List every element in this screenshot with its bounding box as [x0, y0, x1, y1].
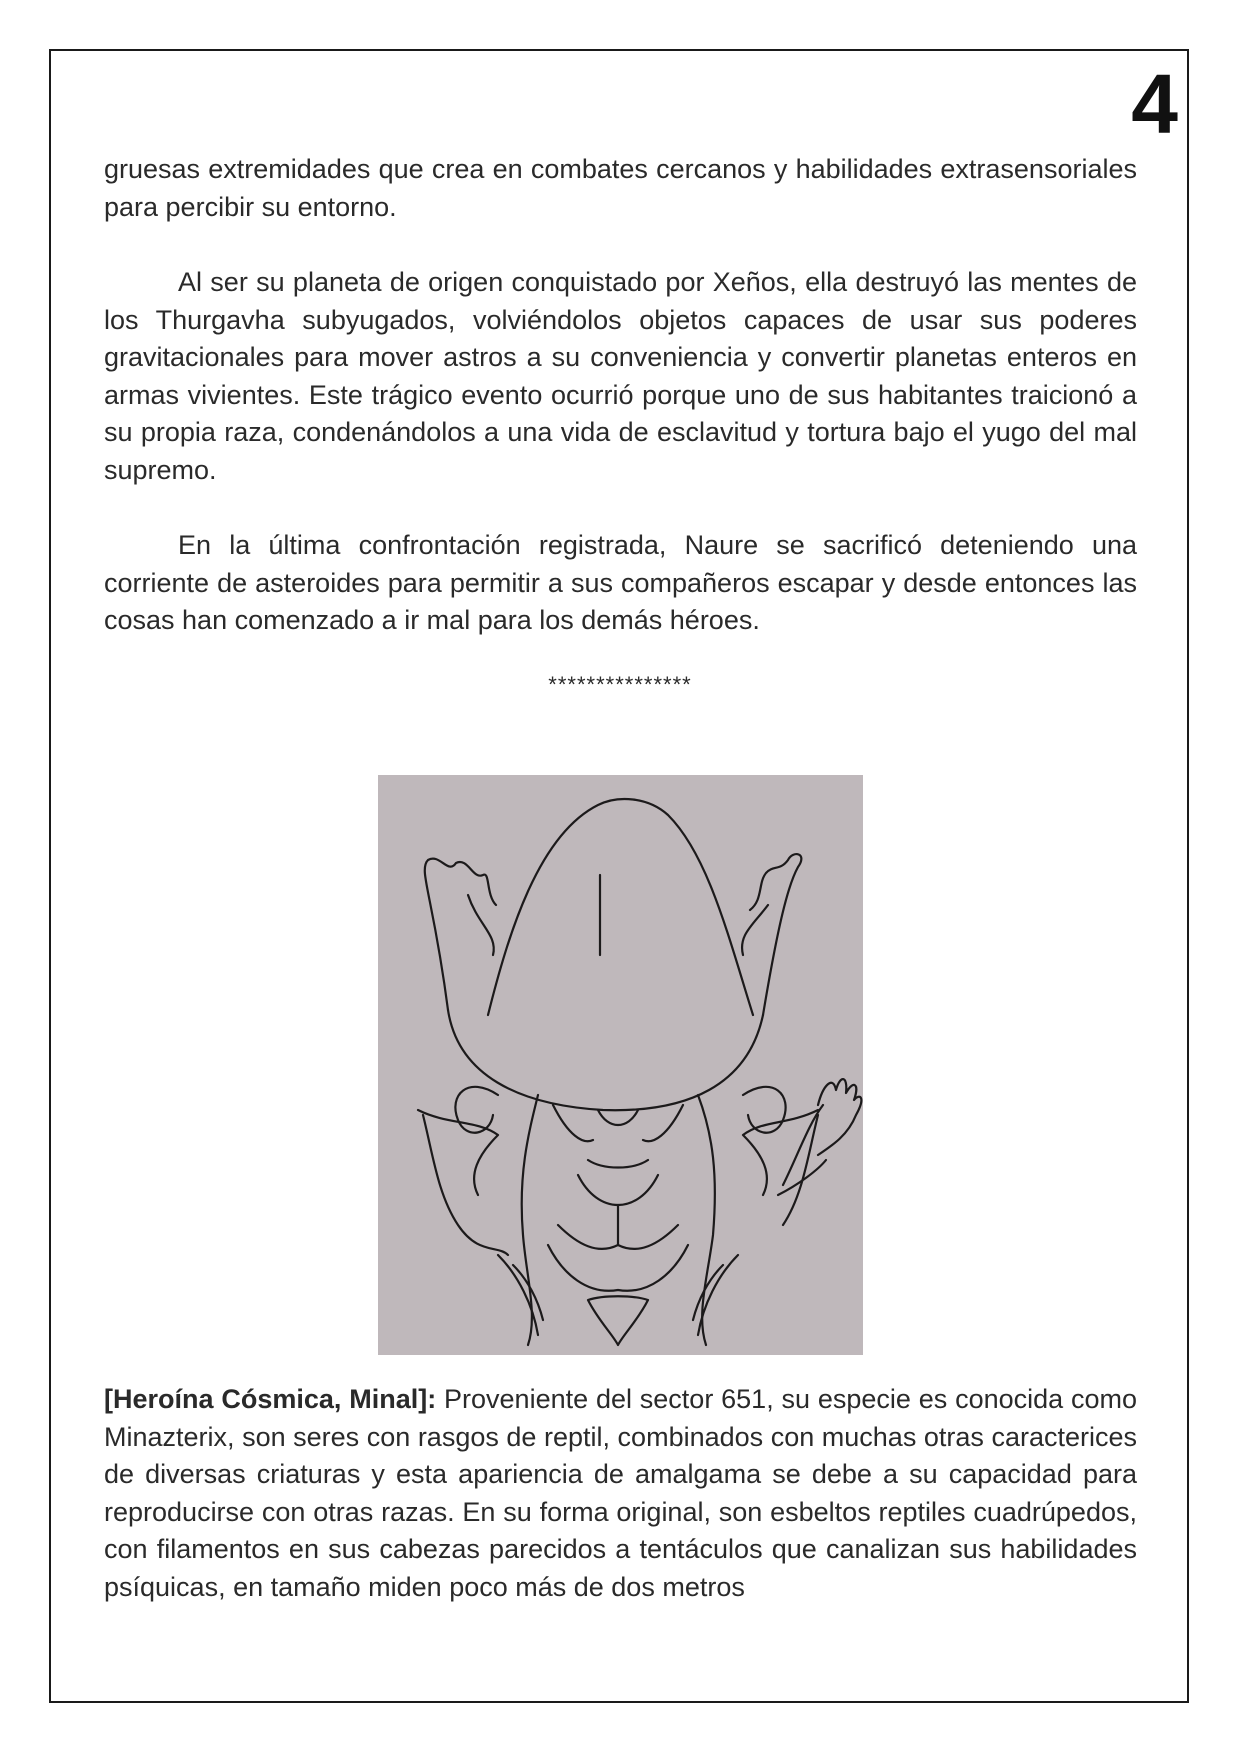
- paragraph-4: [104, 1381, 1137, 1606]
- character-heading: [Heroína Cósmica, Minal]:: [104, 1384, 437, 1414]
- page-number: 4: [1131, 57, 1178, 151]
- character-illustration: [378, 775, 863, 1355]
- paragraph-3: En la última confrontación registrada, Naure se sacrificó deteniendo una corriente de asteroides para permitir a sus compañeros escapar y desde entonces las cosas han comenzado a ir mal para los demás héroes.: [104, 530, 1137, 635]
- line-art-figure: [378, 775, 863, 1355]
- paragraph-2: Al ser su planeta de origen conquistado por Xeños, ella destruyó las mentes de los Thurgavha subyugados, volviéndolos objetos capaces de usar sus poderes gravitacionales para mover astros a su conveniencia y convertir planetas enteros en armas vivientes. Este trágico evento ocurrió porque uno de sus habitantes traicionó a su propia raza, condenándolos a una vida de esclavitud y tortura bajo el yugo del mal supremo.: [104, 267, 1137, 485]
- character-description: Proveniente del sector 651, su especie es conocida como Minazterix, son seres con rasgos de reptil, combinados con muchas otras caracterices de diversas criaturas y esta apariencia de amalgama se debe a su capacidad para reproducirse con otras razas. En su forma original, son esbeltos reptiles cuadrúpedos, con filamentos en sus cabezas parecidos a tentáculos que canalizan sus habilidades psíquicas, en tamaño miden poco más de dos metros: [104, 1384, 1137, 1602]
- paragraph-1: gruesas extremidades que crea en combates cercanos y habilidades extrasensoriales para percibir su entorno.: [104, 154, 1137, 222]
- section-separator: ***************: [548, 672, 692, 697]
